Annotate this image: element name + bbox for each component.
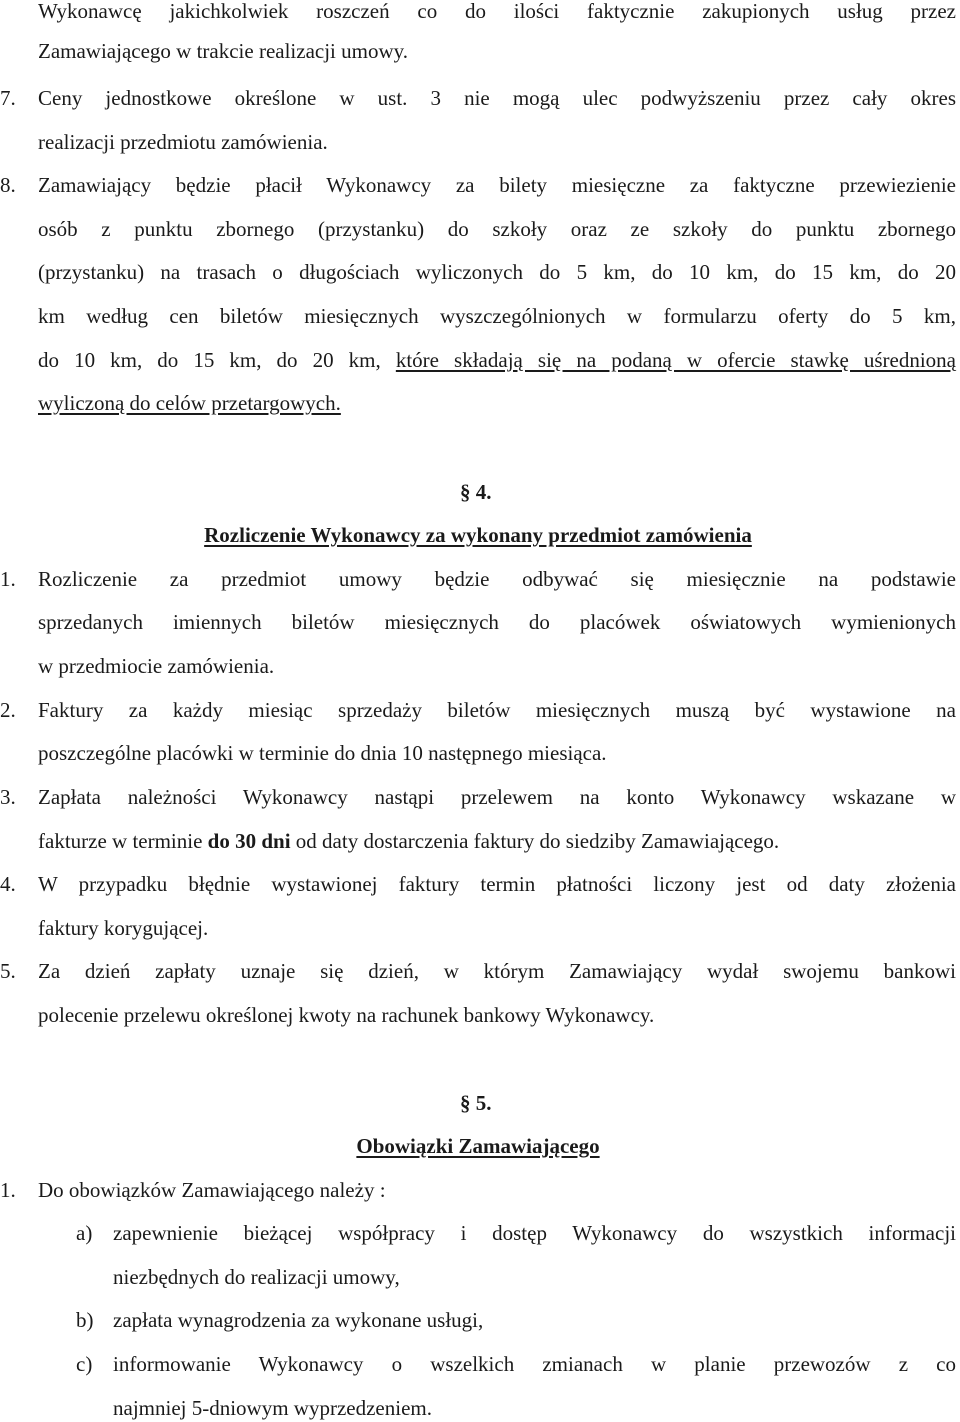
section-number <box>460 1089 492 1117</box>
section-title: Obowiązki Zamawiającego <box>356 1134 600 1158</box>
item-number: 3. <box>0 785 16 809</box>
underlined-text: wyliczoną do celów przetargowych. <box>38 391 341 415</box>
item-number: 7. <box>0 86 16 110</box>
paragraph-line: Za dzień zapłaty uznaje się dzień, w którym Zamawiający wydał swojemu bankowi <box>38 959 956 983</box>
paragraph-line: Wykonawcę jakichkolwiek roszczeń co do ilości faktycznie zakupionych usług przez <box>38 0 956 23</box>
paragraph-line: polecenie przelewu określonej kwoty na rachunek bankowy Wykonawcy. <box>38 1003 655 1027</box>
paragraph-line: Ceny jednostkowe określone w ust. 3 nie mogą ulec podwyższeniu przez cały okres <box>38 86 956 110</box>
section-number <box>460 478 492 506</box>
subitem-label: c) <box>76 1352 93 1376</box>
paragraph-line <box>38 827 779 855</box>
paragraph-line: sprzedanych imiennych biletów miesięcznych do placówek oświatowych wymienionych <box>38 610 956 634</box>
paragraph-text: od daty dostarczenia faktury do siedziby Zamawiającego. <box>295 829 780 853</box>
paragraph-line: Zamawiającego w trakcie realizacji umowy. <box>38 39 409 63</box>
subitem-line: najmniej 5-dniowym wyprzedzeniem. <box>113 1396 432 1420</box>
section-symbol: § <box>460 480 471 504</box>
paragraph-line: Do obowiązków Zamawiającego należy : <box>38 1178 386 1202</box>
paragraph-text: fakturze w terminie <box>38 829 203 853</box>
paragraph-line: W przypadku błędnie wystawionej faktury termin płatności liczony jest od daty złożenia <box>38 872 956 896</box>
paragraph-line <box>38 346 956 374</box>
subitem-line: niezbędnych do realizacji umowy, <box>113 1265 400 1289</box>
paragraph-text: do 10 km, do 15 km, do 20 km, <box>38 348 381 372</box>
item-number: 8. <box>0 173 16 197</box>
paragraph-line: osób z punktu zbornego (przystanku) do szkoły oraz ze szkoły do punktu zbornego <box>38 217 956 241</box>
subitem-line: zapłata wynagrodzenia za wykonane usługi, <box>113 1308 484 1332</box>
paragraph-line: poszczególne placówki w terminie do dnia 10 następnego miesiąca. <box>38 741 607 765</box>
paragraph-line: Zapłata należności Wykonawcy nastąpi przelewem na konto Wykonawcy wskazane w <box>38 785 956 809</box>
item-number: 1. <box>0 1178 16 1202</box>
section-number-text: 4. <box>475 480 492 504</box>
paragraph-line: faktury korygującej. <box>38 916 209 940</box>
paragraph-line: (przystanku) na trasach o długościach wyliczonych do 5 km, do 10 km, do 15 km, do 20 <box>38 260 956 284</box>
section-symbol: § <box>460 1091 471 1115</box>
underlined-text: które składają się na podaną w ofercie stawkę uśrednioną <box>395 348 956 372</box>
paragraph-line: w przedmiocie zamówienia. <box>38 654 275 678</box>
section-number-text: 5. <box>475 1091 492 1115</box>
paragraph-line: Faktury za każdy miesiąc sprzedaży biletów miesięcznych muszą być wystawione na <box>38 698 956 722</box>
item-number: 4. <box>0 872 16 896</box>
paragraph-line: realizacji przedmiotu zamówienia. <box>38 130 328 154</box>
item-number: 5. <box>0 959 16 983</box>
item-number: 2. <box>0 698 16 722</box>
subitem-line: informowanie Wykonawcy o wszelkich zmianach w planie przewozów z co <box>113 1352 956 1376</box>
paragraph-line: km według cen biletów miesięcznych wyszczególnionych w formularzu oferty do 5 km, <box>38 304 956 328</box>
bold-text: do 30 dni <box>207 829 291 853</box>
paragraph-line: Zamawiający będzie płacił Wykonawcy za bilety miesięczne za faktyczne przewiezienie <box>38 173 956 197</box>
paragraph-line: Rozliczenie za przedmiot umowy będzie odbywać się miesięcznie na podstawie <box>38 567 956 591</box>
item-number: 1. <box>0 567 16 591</box>
section-title: Rozliczenie Wykonawcy za wykonany przedmiot zamówienia <box>204 523 752 547</box>
subitem-line: zapewnienie bieżącej współpracy i dostęp Wykonawcy do wszystkich informacji <box>113 1221 956 1245</box>
subitem-label: a) <box>76 1221 93 1245</box>
subitem-label: b) <box>76 1308 94 1332</box>
